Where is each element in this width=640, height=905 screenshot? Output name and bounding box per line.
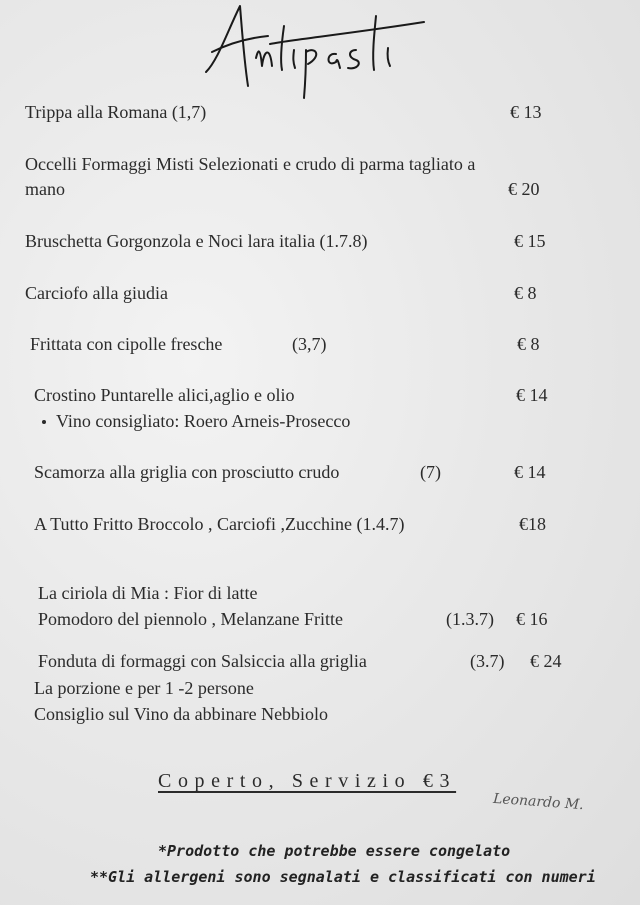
menu-item-price: € 20 (508, 179, 540, 199)
menu-item-name: Trippa alla Romana (1,7) (25, 102, 207, 122)
wine-suggestion: Vino consigliato: Roero Arneis-Prosecco (56, 411, 351, 431)
menu-item-allergens: (1.3.7) (446, 609, 494, 629)
menu-item-price: € 24 (530, 651, 562, 671)
menu-item-name: Carciofo alla giudia (25, 283, 168, 303)
menu-item-price: € 14 (514, 462, 546, 482)
menu-item-price: € 8 (514, 283, 537, 303)
menu-item-price: €18 (519, 514, 546, 534)
menu-item-name: Bruschetta Gorgonzola e Noci lara italia (1.7.8) (25, 231, 368, 251)
allergen-note: **Gli allergeni sono segnalati e classificati con numeri (90, 868, 596, 886)
menu-item-allergens: (3,7) (292, 334, 327, 354)
menu-item-name: A Tutto Fritto Broccolo , Carciofi ,Zucchine (1.4.7) (34, 514, 405, 534)
signature: Leonardo M. (492, 790, 585, 814)
bullet-icon (42, 420, 46, 424)
menu-item-allergens: (3.7) (470, 651, 505, 671)
menu-item-name: Occelli Formaggi Misti Selezionati e crudo di parma tagliato a (25, 154, 476, 174)
menu-item-price: € 15 (514, 231, 546, 251)
menu-item-name: Crostino Puntarelle alici,aglio e olio (34, 385, 295, 405)
menu-item-name-continued: Pomodoro del piennolo , Melanzane Fritte (38, 609, 343, 629)
menu-item-price: € 14 (516, 385, 548, 405)
menu-item-price: € 16 (516, 609, 548, 629)
menu-item-name: Fonduta di formaggi con Salsiccia alla griglia (38, 651, 367, 671)
menu-item-allergens: (7) (420, 462, 441, 482)
portion-note: La porzione e per 1 -2 persone (34, 678, 254, 698)
cover-charge: Coperto, Servizio €3 (158, 770, 457, 792)
menu-item-name: Scamorza alla griglia con prosciutto crudo (34, 462, 340, 482)
menu-title (198, 0, 428, 100)
menu-item-name: Frittata con cipolle fresche (30, 334, 223, 354)
frozen-note: *Prodotto che potrebbe essere congelato (158, 842, 511, 860)
menu-item-name-continued: mano (25, 179, 65, 199)
wine-suggestion: Consiglio sul Vino da abbinare Nebbiolo (34, 704, 329, 724)
menu-item-price: € 8 (517, 334, 540, 354)
menu-item-price: € 13 (510, 102, 542, 122)
menu-item-name: La ciriola di Mia : Fior di latte (38, 583, 258, 603)
